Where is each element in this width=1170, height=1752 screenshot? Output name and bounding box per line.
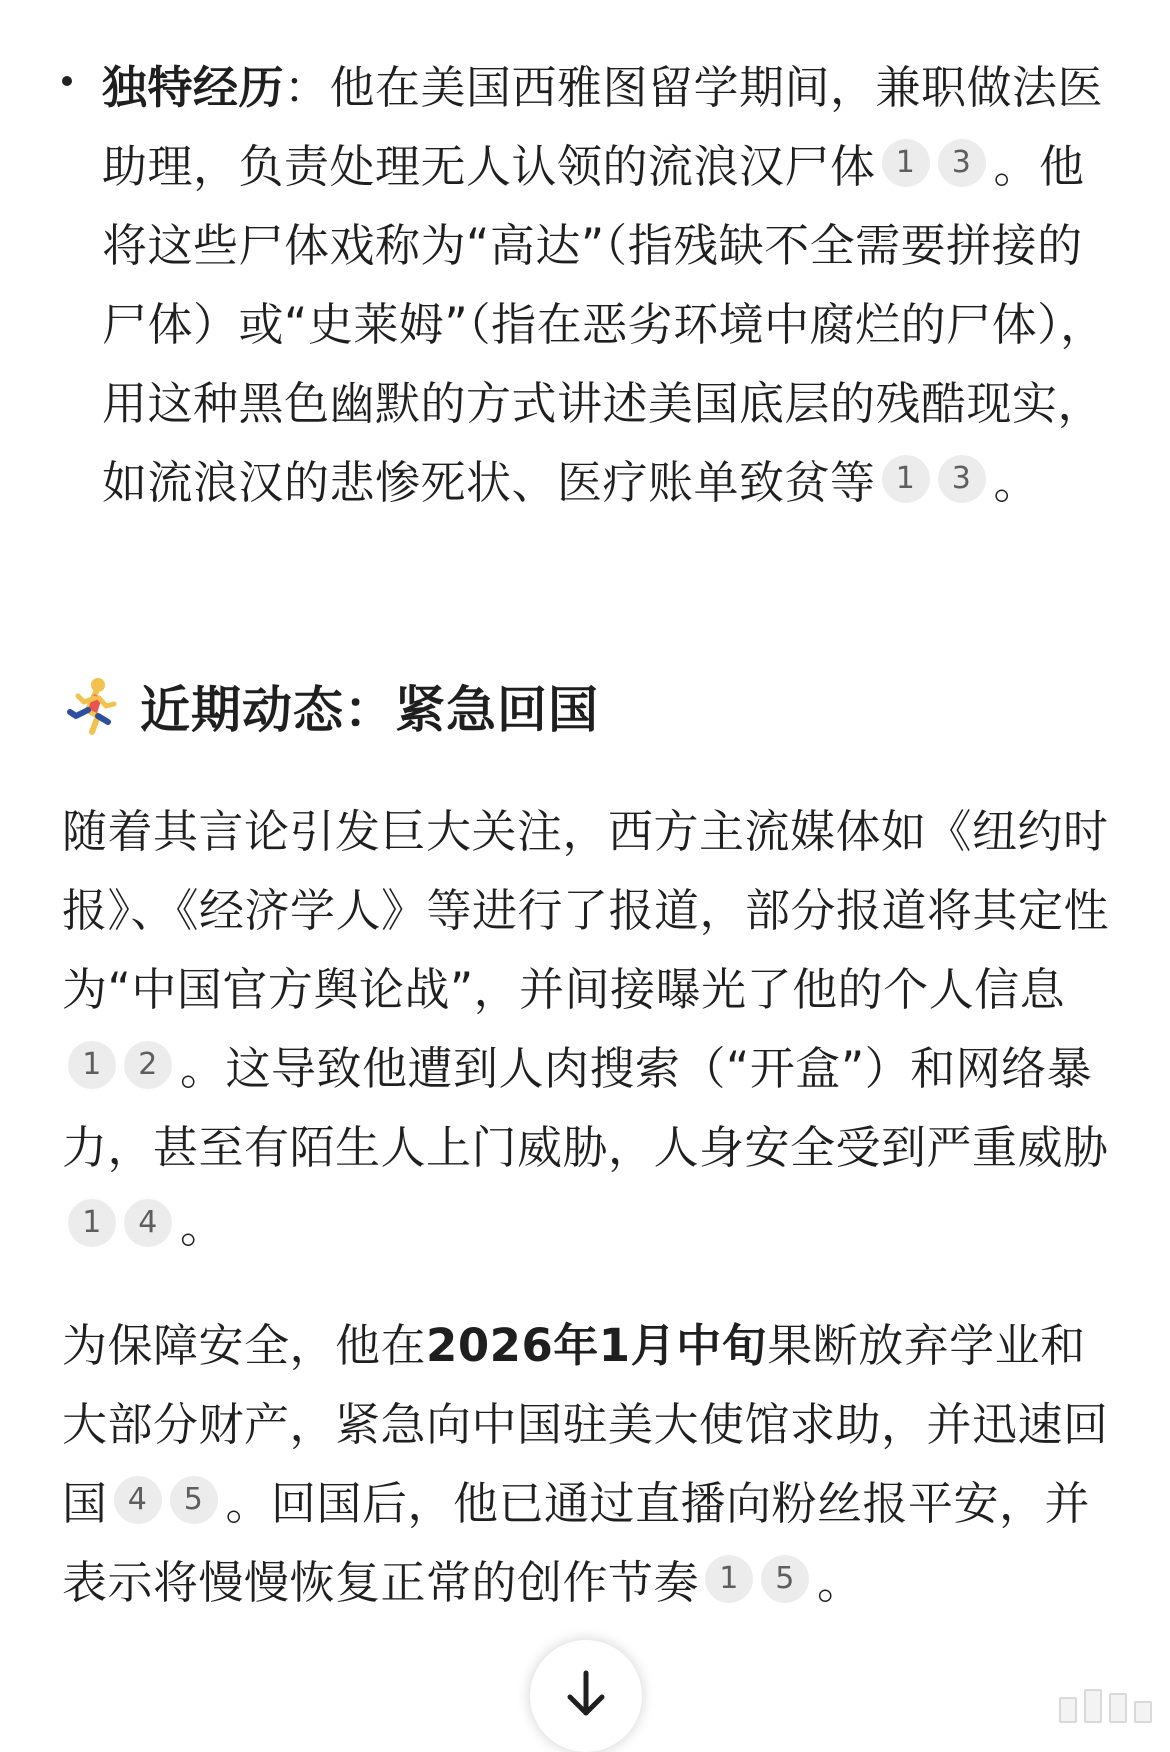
person-running-icon bbox=[62, 676, 122, 736]
bullet-body-a: 他在美国西雅图留学期间，兼职做法医助理，负责处理无人认领的流浪汉尸体 bbox=[102, 61, 1104, 193]
citation-badge[interactable]: 3 bbox=[938, 139, 986, 187]
citation-badge[interactable]: 3 bbox=[938, 455, 986, 503]
para-text: 为保障安全，他在 bbox=[62, 1319, 427, 1372]
watermark-bar bbox=[1134, 1701, 1152, 1723]
bullet-body-c: 。 bbox=[993, 456, 1040, 509]
para-text: 。回国后，他已通过直播向粉丝报平安，并表示将慢慢恢复正常的创作节奏 bbox=[62, 1477, 1091, 1609]
scroll-to-bottom-button[interactable] bbox=[530, 1640, 642, 1752]
citation-badge[interactable]: 4 bbox=[114, 1476, 162, 1524]
citation-badge[interactable]: 1 bbox=[705, 1555, 753, 1603]
section-heading bbox=[62, 670, 599, 742]
para-text: 果断放弃学业和大部分财产，紧急向中国驻美大使馆求助，并迅速回国 bbox=[62, 1319, 1109, 1530]
citation-badge[interactable]: 5 bbox=[170, 1476, 218, 1524]
watermark-bar bbox=[1109, 1693, 1127, 1723]
arrow-down-icon bbox=[563, 1669, 609, 1723]
bullet-unique-experience bbox=[62, 48, 1122, 522]
bullet-dot bbox=[62, 76, 72, 86]
citation-badge[interactable]: 1 bbox=[882, 139, 930, 187]
bullet-title: 独特经历 bbox=[102, 61, 285, 114]
citation-badge[interactable]: 5 bbox=[761, 1555, 809, 1603]
para-text: 。 bbox=[817, 1556, 863, 1609]
paragraph-return-home bbox=[62, 1306, 1122, 1622]
bullet-body-b: 。他将这些尸体戏称为“高达”（指残缺不全需要拼接的尸体）或“史莱姆”（指在恶劣环境中腐烂的尸体），用这种黑色幽默的方式讲述美国底层的残酷现实，如流浪汉的悲惨死状、医疗账单致贫等 bbox=[102, 140, 1106, 509]
watermark-bar bbox=[1059, 1697, 1077, 1723]
bullet-sep: ： bbox=[284, 61, 330, 114]
watermark-bar bbox=[1084, 1689, 1102, 1723]
citation-badge[interactable]: 1 bbox=[68, 1041, 116, 1089]
citation-badge[interactable]: 4 bbox=[124, 1199, 172, 1247]
citation-badge[interactable]: 1 bbox=[882, 455, 930, 503]
para-text: 随着其言论引发巨大关注，西方主流媒体如《纽约时报》、《经济学人》等进行了报道，部分报道将其定性为“中国官方舆论战”，并间接曝光了他的个人信息 bbox=[62, 805, 1110, 1016]
citation-badge[interactable]: 2 bbox=[124, 1041, 172, 1089]
paragraph-media-coverage bbox=[62, 792, 1122, 1266]
heading-title: 近期动态：紧急回国 bbox=[140, 681, 599, 739]
para-date-bold: 2026年1月中旬 bbox=[426, 1319, 768, 1372]
para-text: 。这导致他遭到人肉搜索（“开盒”）和网络暴力，甚至有陌生人上门威胁，人身安全受到严重威胁 bbox=[62, 1042, 1109, 1174]
citation-badge[interactable]: 1 bbox=[68, 1199, 116, 1247]
watermark-logo bbox=[1059, 1689, 1152, 1723]
para-text: 。 bbox=[180, 1200, 226, 1253]
bullet-text bbox=[102, 48, 1122, 522]
